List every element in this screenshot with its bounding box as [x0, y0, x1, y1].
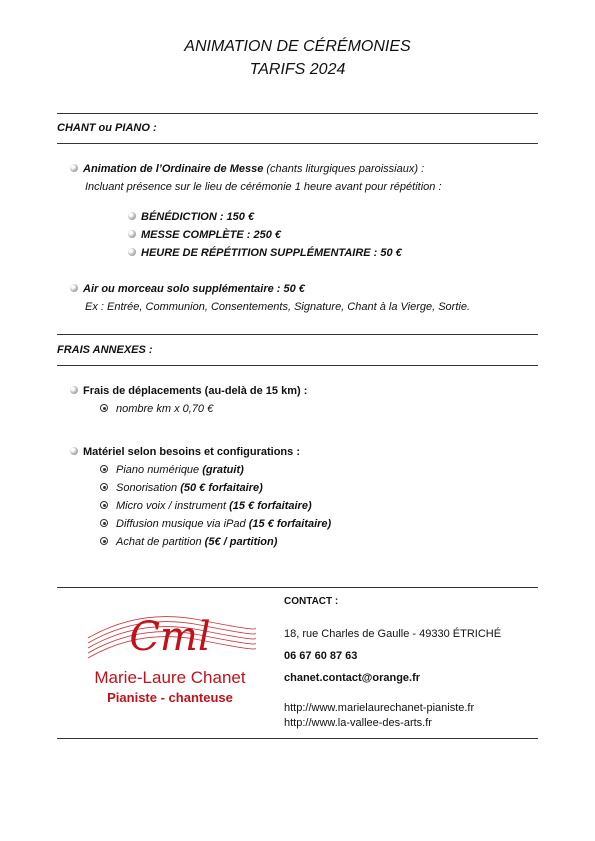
music-staff-logo-icon: [80, 598, 260, 668]
radio-bullet-icon: [100, 404, 108, 412]
divider: [57, 587, 538, 588]
bullet-icon: [70, 447, 78, 455]
radio-bullet-icon: [100, 519, 108, 527]
bullet-icon: [128, 212, 136, 220]
page-subtitle: TARIFS 2024: [249, 61, 346, 78]
deplacement-detail: nombre km x 0,70 €: [116, 403, 214, 415]
bullet-icon: [128, 230, 136, 238]
materiel-label: Diffusion musique via iPad: [116, 518, 249, 530]
bullet-icon: [70, 386, 78, 394]
bullet-icon: [70, 284, 78, 292]
materiel-price: (5€ / partition): [204, 536, 278, 548]
radio-bullet-icon: [100, 501, 108, 509]
materiel-label: Achat de partition: [116, 536, 205, 548]
logo-name: Marie-Laure Chanet: [94, 668, 246, 687]
ordinaire-title: Animation de l’Ordinaire de Messe: [83, 163, 264, 175]
price-messe: MESSE COMPLÈTE : 250 €: [141, 229, 281, 241]
price-item: [128, 228, 281, 242]
logo-subtitle: Pianiste - chanteuse: [107, 690, 233, 705]
solo-price: Air ou morceau solo supplémentaire : 50 €: [83, 283, 305, 295]
price-item: [128, 210, 254, 224]
list-item: [100, 535, 277, 549]
bullet-icon: [70, 164, 78, 172]
ordinaire-note: (chants liturgiques paroissiaux) :: [263, 163, 425, 175]
materiel-label: Micro voix / instrument: [116, 500, 230, 512]
contact-address: 18, rue Charles de Gaulle - 49330 ÉTRICHÉ: [284, 628, 502, 640]
contact-heading: CONTACT :: [284, 596, 339, 607]
materiel-price: (15 € forfaitaire): [229, 500, 312, 512]
bullet-icon: [128, 248, 136, 256]
page-title: ANIMATION DE CÉRÉMONIES: [184, 38, 411, 55]
contact-phone[interactable]: 06 67 60 87 63: [284, 650, 358, 662]
materiel-title: Matériel selon besoins et configurations :: [83, 446, 300, 458]
list-item: [70, 282, 305, 296]
price-item: [128, 246, 402, 260]
logo-monogram: Cml: [129, 614, 211, 660]
divider: [57, 365, 538, 366]
list-item: [70, 445, 300, 459]
materiel-price: (15 € forfaitaire): [248, 518, 332, 530]
materiel-price: (gratuit): [202, 464, 244, 476]
list-item: [100, 499, 312, 513]
divider: [57, 738, 538, 739]
section-heading-frais: FRAIS ANNEXES :: [57, 344, 153, 356]
divider: [57, 334, 538, 335]
section-heading-chant-piano: CHANT ou PIANO :: [57, 122, 157, 134]
contact-website-2[interactable]: http://www.la-vallee-des-arts.fr: [284, 717, 432, 729]
list-item: [100, 481, 263, 495]
divider: [57, 113, 538, 114]
list-item: [100, 402, 213, 416]
logo: [80, 598, 260, 668]
contact-email[interactable]: chanet.contact@orange.fr: [284, 672, 421, 684]
materiel-label: Sonorisation: [116, 482, 181, 494]
divider: [57, 143, 538, 144]
price-repetition: HEURE DE RÉPÉTITION SUPPLÉMENTAIRE : 50 €: [141, 247, 402, 259]
materiel-label: Piano numérique: [116, 464, 203, 476]
radio-bullet-icon: [100, 465, 108, 473]
list-item: [100, 517, 331, 531]
list-item: [100, 463, 244, 477]
list-item: [70, 384, 307, 398]
solo-examples: Ex : Entrée, Communion, Consentements, Signature, Chant à la Vierge, Sortie.: [85, 301, 470, 313]
deplacement-title: Frais de déplacements (au-delà de 15 km) :: [83, 385, 308, 397]
price-benediction: BÉNÉDICTION : 150 €: [141, 211, 255, 223]
ordinaire-detail: Incluant présence sur le lieu de cérémonie 1 heure avant pour répétition :: [85, 181, 442, 193]
materiel-price: (50 € forfaitaire): [180, 482, 263, 494]
radio-bullet-icon: [100, 483, 108, 491]
radio-bullet-icon: [100, 537, 108, 545]
contact-website-1[interactable]: http://www.marielaurechanet-pianiste.fr: [284, 702, 475, 714]
list-item: [70, 162, 424, 176]
